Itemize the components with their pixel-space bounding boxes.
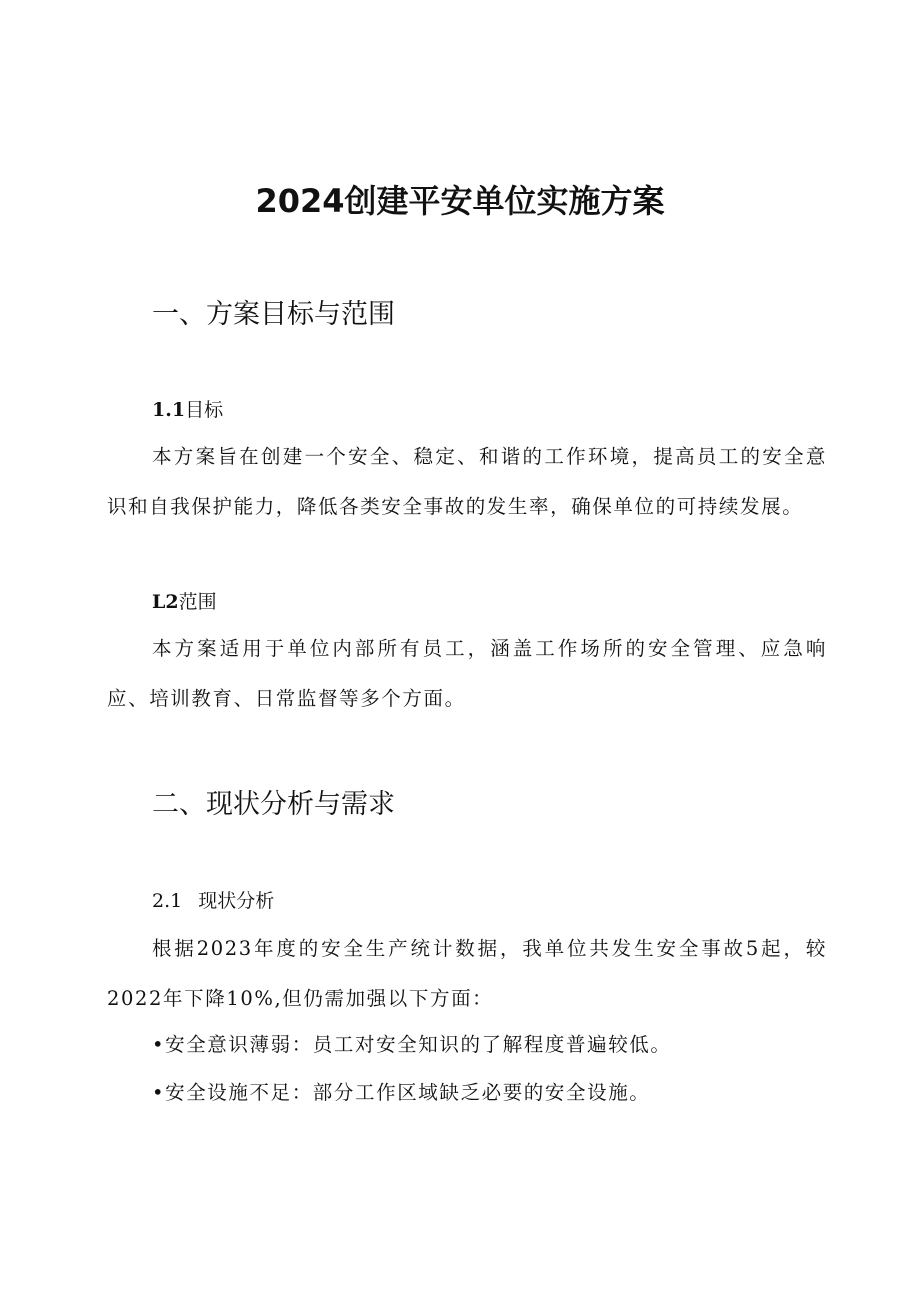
document-title: 2024创建平安单位实施方案 [255, 182, 665, 220]
subsection-number: L2 [152, 591, 179, 613]
subsection-title: 范围 [178, 591, 217, 613]
bullet-item: •安全设施不足：部分工作区域缺乏必要的安全设施。 [152, 1081, 651, 1104]
subsection-title: 现状分析 [198, 890, 275, 912]
subsection-number: 1.1 [152, 399, 186, 421]
subsection-heading-2-1 [152, 887, 274, 915]
subsection-heading-1-1 [152, 396, 223, 424]
section-heading-2: 二、现状分析与需求 [152, 789, 395, 820]
subsection-paragraph-1-1: 本方案旨在创建一个安全、稳定、和谐的工作环境，提高员工的安全意识和自我保护能力，降低各类安全事故的发生率，确保单位的可持续发展。 [107, 445, 827, 518]
subsection-paragraph-2-1: 根据2023年度的安全生产统计数据，我单位共发生安全事故5起，较2022年下降10%,但仍需加强以下方面： [107, 937, 827, 1010]
subsection-number: 2.1 [152, 890, 183, 912]
subsection-paragraph-1-2: 本方案适用于单位内部所有员工，涵盖工作场所的安全管理、应急响应、培训教育、日常监督等多个方面。 [107, 637, 827, 710]
section-heading-1: 一、方案目标与范围 [152, 299, 395, 330]
subsection-title: 目标 [185, 399, 224, 421]
bullet-item: •安全意识薄弱：员工对安全知识的了解程度普遍较低。 [152, 1033, 672, 1056]
subsection-heading-1-2 [152, 588, 217, 616]
